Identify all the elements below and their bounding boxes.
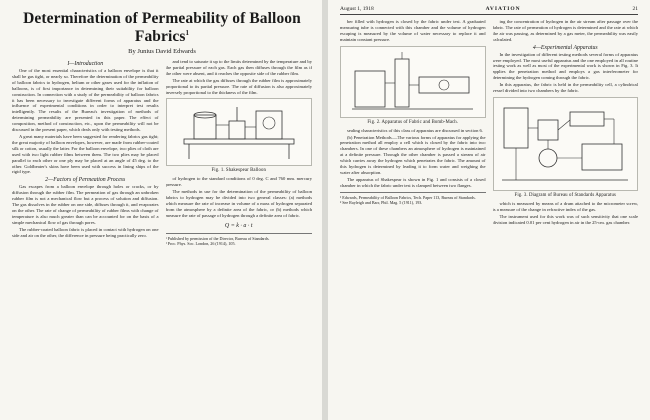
shakespear-balloon-apparatus-drawing: [174, 101, 304, 163]
header-rule: [340, 14, 638, 15]
body-text: One of the most essential characteristics of a balloon envelope is that it shall be gas tight, or nearly so. Therefore the determination of the permeability of balloon fabrics to hydrogen, helium or other gases used for the inflation of balloons, is of first importance in determining their suitability for balloon construction. In connection with a study of the permeability of balloon fabrics it has been necessary to investigate different forms of apparatus and the influence of experimental conditions in order to interpret test results intelligently. The results of the Bureau's investigation of methods of determining permeability are presented in this paper. The effect of composition, method of construction, etc., upon the permeability will not be discussed in the present paper, which deals only with testing methods.: [12, 68, 159, 133]
header-date: August 1, 1918: [340, 6, 374, 12]
equation: Q = k · a · t: [224, 222, 253, 229]
right-column-1: ber filled with hydrogen is closed by the fabric under test. A graduated measuring tube is connected with this chamber and the volume of hydrogen escaping is measured by the volume of water necessary to replace it and maintain constant pressure. Fig. 2. Apparatus of Fabric and Bomb-Mach. sealing characteristics of this class of apparatus are discussed in section 6. (b) Penetration Methods.—The various forms of apparatus for applying the penetration method all employ a cell which is closed by the fabric into two chambers. In one of these chambers an atmosphere of hydrogen is maintained at a definite pressure. Through the other chamber is passed a stream of air which carries away the hydrogen which penetrates the fabric. The amount of this hydrogen is determined by leading it to form water and weighing the water after absorption. The apparatus of Shakespear is shown in Fig. 1 and consists of a closed chamber in which the fabric under test is clamped between two flanges. ¹ Edwards, Permeability of Balloon Fabrics, Tech. Paper 113, Bureau of Standards. ² See Rayleigh and Barr, Phil. Mag. 5 (1911), 193.: [340, 19, 486, 205]
header-journal: AVIATION: [485, 6, 521, 12]
figure-2-diagram: [340, 46, 486, 118]
running-header: [340, 6, 638, 12]
footnote-3: ¹ Edwards, Permeability of Balloon Fabrics, Tech. Paper 113, Bureau of Standards.: [340, 194, 476, 200]
article-title: Determination of Permeability of Balloon Fabrics$^1$: [23, 10, 301, 45]
left-column-1: I—Introduction One of the most essential characteristics of a balloon envelope is that it shall be gas tight, or nearly so. Therefore the determination of the permeability of balloon fabrics to hydrogen, helium or other gases used for the inflation of balloons, is of first importance in determining their suitability for balloon construction. In connection with a study of the permeability of balloon fabrics it has been necessary to investigate different forms of apparatus and the influence of experimental conditions in order to interpret test results intelligently. The results of the Bureau's investigation of methods of determining permeability are presented in this paper. The effect of composition, method of construction, etc., upon the permeability will not be discussed in the present paper, which deals only with testing methods. A great many materials have been suggested for rendering fabrics gas tight; the great majority of balloon envelopes, however, are made from rubber-coated silk or cotton, usually the latter. For the balloon envelope, two plies of cloth are used with two light rubber films between them. The two plies may be placed parallel to each other or one ply may be placed at an angle of 45 deg. to the other. Goldbeater's skins have been used with success in lining ships of the rigid type. 2—Factors of Permeation Process Gas escapes from a balloon envelope through holes or cracks, or by diffusion through the rubber film. The permeation of gas through an unbroken rubber film is not a mechanical flow but a process of solution and diffusion. The gas dissolves in the rubber on one side, diffuses through it, and evaporates on the other. The rate of change of permeability of rubber films with change of temperature is also much greater than can be accounted for on the basis of a simple mechanical flow of gas through pores. The rubber-coated balloon fabric is placed in contact with hydrogen on one side and air on the other, the difference in pressure being practically zero.: [12, 61, 159, 238]
footnote-2: ² Proc. Phys. Soc. London, 26 (1914), 105.: [165, 240, 236, 246]
section-heading-intro: I—Introduction: [67, 61, 104, 67]
right-footnotes: [340, 192, 486, 205]
article-author: By Junius David Edwards: [128, 48, 196, 55]
header-page-number: 21: [632, 6, 638, 12]
right-columns: [340, 19, 638, 227]
left-page: [0, 0, 322, 420]
footnote-4: ² See Rayleigh and Barr, Phil. Mag. 5 (1911), 193.: [340, 199, 423, 205]
bureau-of-standards-apparatus-drawing: [498, 100, 632, 188]
footnote-1: ¹ Published by permission of the Director, Bureau of Standards.: [165, 235, 270, 241]
left-columns: [12, 59, 312, 246]
figure-3-diagram: [493, 97, 639, 191]
figure-1-diagram: [166, 98, 313, 166]
figure-2-caption: Fig. 2. Apparatus of Fabric and Bomb-Mach.: [367, 119, 459, 125]
section-heading-factors: 2—Factors of Permeation Process: [45, 177, 126, 184]
figure-3-caption: Fig. 3. Diagram of Bureau of Standards Apparatus: [514, 192, 616, 198]
section-heading-apparatus: 4—Experimental Apparatus: [532, 44, 598, 51]
left-footnotes: [166, 233, 313, 246]
fabric-apparatus-drawing: [347, 49, 479, 115]
left-column-2: and tend to saturate it up to the limits determined by the temperature and by the partial pressure of each gas. Each gas then diffuses through the film as if the other were absent, and it reaches the opposite side of the rubber film. The rate at which the gas diffuses through the rubber film is approximately proportional to its partial pressure. The rate of diffusion is also approximately inversely proportional to the thickness of the film. Fig. 1. Shakespear Balloon of hydrogen to the standard conditions of 0 deg. C and 760 mm. mercury pressure. The methods in use for the determination of the permeability of balloon fabrics to hydrogen may be divided into two general classes: (a) methods which measure the rate of increase in volume of a mass of hydrogen separated from the atmosphere by a definite area of the fabric, or (b) methods which measure the rate of passage of hydrogen through a definite area of fabric. Q = k · a · t ¹ Published by permission of the Director, Bureau of Standards. ² Proc. Phys. Soc. London, 26 (1914), 105.: [165, 59, 312, 246]
figure-1-caption: Fig. 1. Shakespear Balloon: [211, 168, 266, 174]
right-column-2: ing the concentration of hydrogen in the air stream after passage over the fabric. The rate of permeation of hydrogen is determined and the rate at which the air was passing, as determined by a gas meter, the permeability was easily calculated. 4—Experimental Apparatus In the investigation of different testing methods several forms of apparatus were employed. The most useful apparatus and the one employed in all routine testing work as well as most of the experimental work is shown in Fig. 3. It applies the penetration method and employs a gas interferometer for determining the hydrogen coming through the fabric. In this apparatus, the fabric is held in the permeability cell, a cylindrical vessel divided into two chambers by the fabric. Fig. 3. Diagram of Bureau of Standards Apparatus which is measured by means of a drum attached to the micrometer screw, is a measure of the change in refractive index of the gas. The instrument used for this work was of such sensitivity that one scale division indicated 0.01 per cent hydrogen in air in the 25-cm. gas chamber.: [492, 19, 638, 225]
right-page: [328, 0, 650, 420]
